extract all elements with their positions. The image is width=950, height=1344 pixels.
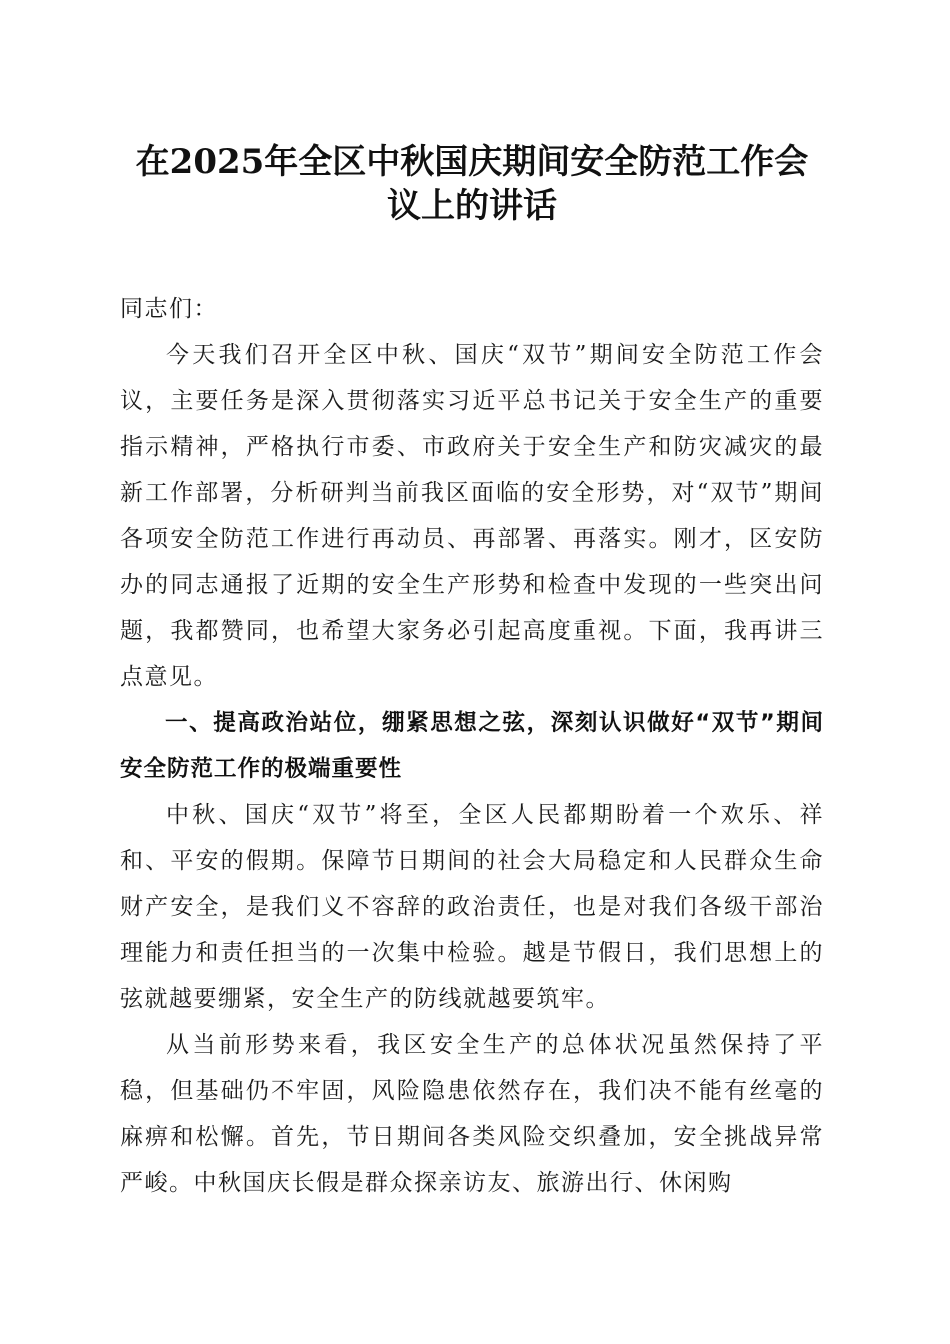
section-1-heading: 一、提高政治站位，绷紧思想之弦，深刻认识做好“双节”期间安全防范工作的极端重要性	[120, 710, 824, 782]
salutation: 同志们：	[120, 296, 218, 322]
document-title	[120, 140, 824, 228]
document-body	[120, 286, 824, 1206]
section-1-paragraph-2: 从当前形势来看，我区安全生产的总体状况虽然保持了平稳，但基础仍不牢固，风险隐患依然存在，我们决不能有丝毫的麻痹和松懈。首先，节日期间各类风险交织叠加，安全挑战异常严峻。中秋国庆长假是群众探亲访友、旅游出行、休闲购	[120, 1032, 824, 1196]
document-page	[120, 140, 824, 1206]
intro-paragraph: 今天我们召开全区中秋、国庆“双节”期间安全防范工作会议，主要任务是深入贯彻落实习近平总书记关于安全生产的重要指示精神，严格执行市委、市政府关于安全生产和防灾减灾的最新工作部署，分析研判当前我区面临的安全形势，对“双节”期间各项安全防范工作进行再动员、再部署、再落实。刚才，区安防办的同志通报了近期的安全生产形势和检查中发现的一些突出问题，我都赞同，也希望大家务必引起高度重视。下面，我再讲三点意见。	[120, 342, 824, 690]
section-1-paragraph-1: 中秋、国庆“双节”将至，全区人民都期盼着一个欢乐、祥和、平安的假期。保障节日期间的社会大局稳定和人民群众生命财产安全，是我们义不容辞的政治责任，也是对我们各级干部治理能力和责任担当的一次集中检验。越是节假日，我们思想上的弦就越要绷紧，安全生产的防线就越要筑牢。	[120, 802, 824, 1012]
title-line-2: 议上的讲话	[387, 186, 557, 226]
title-line-1: 在2025年全区中秋国庆期间安全防范工作会	[135, 142, 809, 182]
